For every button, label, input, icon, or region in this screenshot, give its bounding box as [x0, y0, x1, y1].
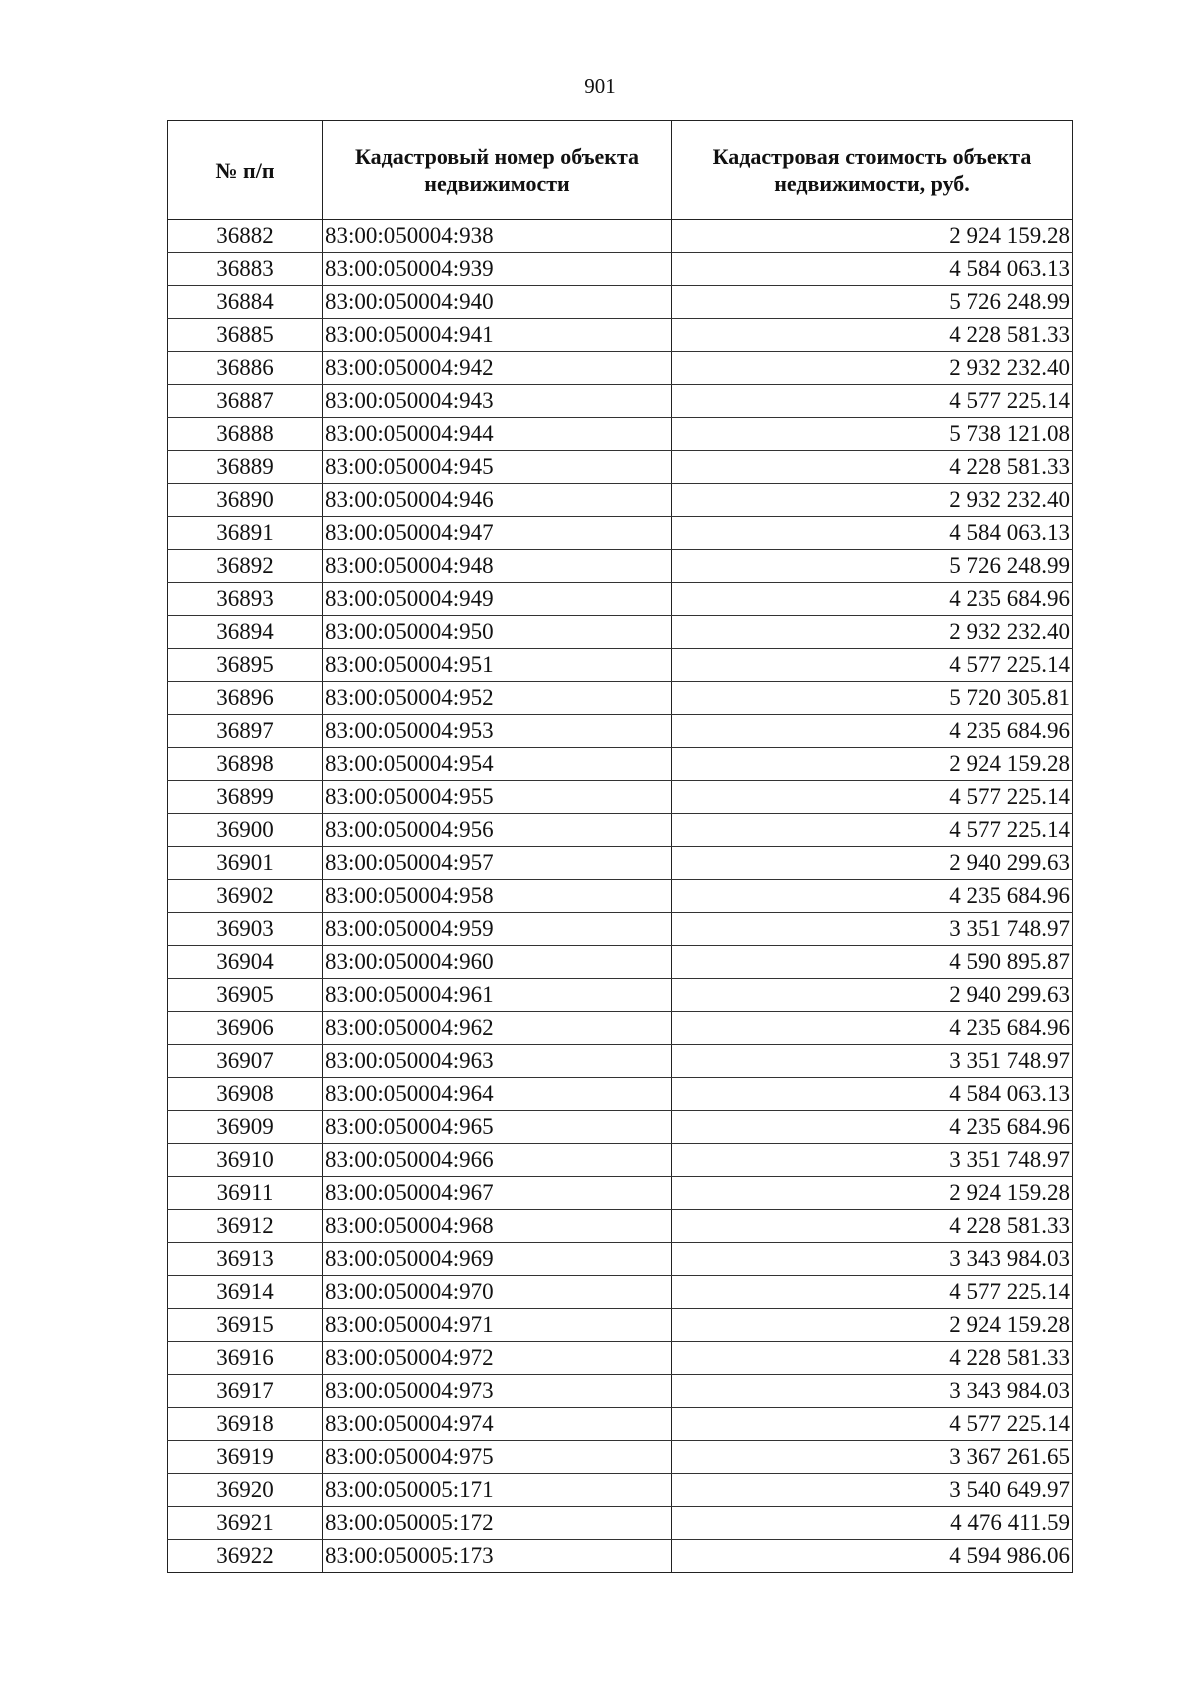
row-number: 36890 — [168, 484, 323, 517]
row-number: 36909 — [168, 1111, 323, 1144]
cadastral-number: 83:00:050005:171 — [323, 1474, 672, 1507]
header-row — [168, 121, 1073, 220]
cadastral-number: 83:00:050005:173 — [323, 1540, 672, 1573]
row-number: 36882 — [168, 220, 323, 253]
cadastral-cost: 4 235 684.96 — [672, 583, 1073, 616]
cadastral-cost: 2 932 232.40 — [672, 484, 1073, 517]
cadastral-cost: 2 932 232.40 — [672, 352, 1073, 385]
row-number: 36895 — [168, 649, 323, 682]
table-row — [168, 913, 1073, 946]
row-number: 36921 — [168, 1507, 323, 1540]
row-number: 36919 — [168, 1441, 323, 1474]
table-row — [168, 1210, 1073, 1243]
cadastral-number: 83:00:050004:948 — [323, 550, 672, 583]
row-number: 36884 — [168, 286, 323, 319]
row-number: 36905 — [168, 979, 323, 1012]
cadastral-cost: 3 540 649.97 — [672, 1474, 1073, 1507]
cadastral-number: 83:00:050004:949 — [323, 583, 672, 616]
cadastral-cost: 2 940 299.63 — [672, 847, 1073, 880]
cadastral-number: 83:00:050004:969 — [323, 1243, 672, 1276]
cadastral-number: 83:00:050004:975 — [323, 1441, 672, 1474]
cadastral-cost: 4 228 581.33 — [672, 1210, 1073, 1243]
row-number: 36885 — [168, 319, 323, 352]
cadastral-number: 83:00:050004:946 — [323, 484, 672, 517]
table-row — [168, 715, 1073, 748]
row-number: 36889 — [168, 451, 323, 484]
cadastral-number: 83:00:050004:954 — [323, 748, 672, 781]
cadastral-cost: 4 235 684.96 — [672, 1111, 1073, 1144]
cadastral-cost: 2 932 232.40 — [672, 616, 1073, 649]
table-row — [168, 583, 1073, 616]
table-row — [168, 451, 1073, 484]
cadastral-cost: 2 940 299.63 — [672, 979, 1073, 1012]
cadastral-cost: 4 594 986.06 — [672, 1540, 1073, 1573]
table-row — [168, 880, 1073, 913]
cadastral-number: 83:00:050004:950 — [323, 616, 672, 649]
row-number: 36917 — [168, 1375, 323, 1408]
table-row — [168, 385, 1073, 418]
cadastral-number: 83:00:050004:939 — [323, 253, 672, 286]
cadastral-cost: 4 577 225.14 — [672, 1276, 1073, 1309]
row-number: 36902 — [168, 880, 323, 913]
header-number: № п/п — [168, 121, 323, 220]
cadastral-cost: 4 228 581.33 — [672, 1342, 1073, 1375]
row-number: 36899 — [168, 781, 323, 814]
row-number: 36922 — [168, 1540, 323, 1573]
row-number: 36916 — [168, 1342, 323, 1375]
cadastral-cost: 4 584 063.13 — [672, 253, 1073, 286]
table-row — [168, 1177, 1073, 1210]
table-row — [168, 946, 1073, 979]
table-row — [168, 352, 1073, 385]
table-row — [168, 649, 1073, 682]
row-number: 36891 — [168, 517, 323, 550]
cadastral-cost: 4 584 063.13 — [672, 517, 1073, 550]
cadastral-number: 83:00:050004:940 — [323, 286, 672, 319]
cadastral-cost: 5 726 248.99 — [672, 550, 1073, 583]
cadastral-cost: 4 577 225.14 — [672, 385, 1073, 418]
cadastral-number: 83:00:050004:962 — [323, 1012, 672, 1045]
row-number: 36911 — [168, 1177, 323, 1210]
table-row — [168, 1309, 1073, 1342]
row-number: 36904 — [168, 946, 323, 979]
cadastral-number: 83:00:050004:951 — [323, 649, 672, 682]
cadastral-cost: 4 228 581.33 — [672, 319, 1073, 352]
row-number: 36918 — [168, 1408, 323, 1441]
cadastral-number: 83:00:050004:945 — [323, 451, 672, 484]
cadastral-number: 83:00:050004:938 — [323, 220, 672, 253]
cadastral-cost: 4 577 225.14 — [672, 814, 1073, 847]
cadastral-cost: 3 367 261.65 — [672, 1441, 1073, 1474]
row-number: 36913 — [168, 1243, 323, 1276]
header-cadastral-number: Кадастровый номер объекта недвижимости — [323, 121, 672, 220]
table-row — [168, 748, 1073, 781]
cadastral-number: 83:00:050004:943 — [323, 385, 672, 418]
row-number: 36915 — [168, 1309, 323, 1342]
cadastral-cost: 4 577 225.14 — [672, 1408, 1073, 1441]
table-row — [168, 319, 1073, 352]
row-number: 36886 — [168, 352, 323, 385]
cadastral-number: 83:00:050004:952 — [323, 682, 672, 715]
cadastral-number: 83:00:050004:971 — [323, 1309, 672, 1342]
cadastral-number: 83:00:050004:957 — [323, 847, 672, 880]
cadastral-number: 83:00:050004:972 — [323, 1342, 672, 1375]
cadastral-number: 83:00:050004:942 — [323, 352, 672, 385]
cadastral-number: 83:00:050005:172 — [323, 1507, 672, 1540]
table-row — [168, 1243, 1073, 1276]
table-row — [168, 1012, 1073, 1045]
cadastral-number: 83:00:050004:966 — [323, 1144, 672, 1177]
table-row — [168, 1078, 1073, 1111]
row-number: 36897 — [168, 715, 323, 748]
cadastral-cost: 3 343 984.03 — [672, 1375, 1073, 1408]
row-number: 36908 — [168, 1078, 323, 1111]
cadastral-number: 83:00:050004:961 — [323, 979, 672, 1012]
page-number: 901 — [584, 74, 616, 98]
table-row — [168, 979, 1073, 1012]
table-row — [168, 286, 1073, 319]
row-number: 36894 — [168, 616, 323, 649]
table-row — [168, 1540, 1073, 1573]
cadastral-number: 83:00:050004:956 — [323, 814, 672, 847]
table-row — [168, 1111, 1073, 1144]
cadastral-cost: 2 924 159.28 — [672, 1309, 1073, 1342]
table-row — [168, 1507, 1073, 1540]
table-row — [168, 682, 1073, 715]
table-row — [168, 814, 1073, 847]
table-row — [168, 1375, 1073, 1408]
row-number: 36898 — [168, 748, 323, 781]
row-number: 36893 — [168, 583, 323, 616]
cadastral-number: 83:00:050004:947 — [323, 517, 672, 550]
table-row — [168, 220, 1073, 253]
cadastral-number: 83:00:050004:968 — [323, 1210, 672, 1243]
table-body — [168, 220, 1073, 1573]
table-row — [168, 847, 1073, 880]
cadastral-cost: 4 235 684.96 — [672, 715, 1073, 748]
row-number: 36883 — [168, 253, 323, 286]
table-row — [168, 1144, 1073, 1177]
cadastral-cost: 5 720 305.81 — [672, 682, 1073, 715]
table-row — [168, 418, 1073, 451]
row-number: 36903 — [168, 913, 323, 946]
cadastral-number: 83:00:050004:964 — [323, 1078, 672, 1111]
table-row — [168, 484, 1073, 517]
cadastral-cost: 4 235 684.96 — [672, 880, 1073, 913]
cadastral-number: 83:00:050004:944 — [323, 418, 672, 451]
row-number: 36907 — [168, 1045, 323, 1078]
table-row — [168, 1045, 1073, 1078]
header-cadastral-cost: Кадастровая стоимость объекта недвижимости, руб. — [672, 121, 1073, 220]
table-row — [168, 1342, 1073, 1375]
cadastral-cost: 3 351 748.97 — [672, 1045, 1073, 1078]
row-number: 36920 — [168, 1474, 323, 1507]
cadastral-cost: 2 924 159.28 — [672, 220, 1073, 253]
cadastral-cost: 4 476 411.59 — [672, 1507, 1073, 1540]
cadastral-cost: 4 590 895.87 — [672, 946, 1073, 979]
cadastral-cost: 5 726 248.99 — [672, 286, 1073, 319]
table-row — [168, 616, 1073, 649]
cadastral-number: 83:00:050004:974 — [323, 1408, 672, 1441]
row-number: 36914 — [168, 1276, 323, 1309]
row-number: 36888 — [168, 418, 323, 451]
cadastral-cost-table — [167, 120, 1073, 1573]
cadastral-cost: 2 924 159.28 — [672, 1177, 1073, 1210]
cadastral-cost: 4 228 581.33 — [672, 451, 1073, 484]
cadastral-number: 83:00:050004:965 — [323, 1111, 672, 1144]
cadastral-cost: 3 351 748.97 — [672, 1144, 1073, 1177]
cadastral-number: 83:00:050004:967 — [323, 1177, 672, 1210]
table-row — [168, 1408, 1073, 1441]
cadastral-number: 83:00:050004:958 — [323, 880, 672, 913]
cadastral-cost: 3 351 748.97 — [672, 913, 1073, 946]
table-row — [168, 1441, 1073, 1474]
row-number: 36896 — [168, 682, 323, 715]
row-number: 36887 — [168, 385, 323, 418]
table-row — [168, 1474, 1073, 1507]
cadastral-cost: 2 924 159.28 — [672, 748, 1073, 781]
cadastral-cost: 4 577 225.14 — [672, 781, 1073, 814]
table-row — [168, 517, 1073, 550]
cadastral-number: 83:00:050004:941 — [323, 319, 672, 352]
cadastral-number: 83:00:050004:959 — [323, 913, 672, 946]
cadastral-cost: 4 584 063.13 — [672, 1078, 1073, 1111]
table-row — [168, 550, 1073, 583]
cadastral-number: 83:00:050004:970 — [323, 1276, 672, 1309]
row-number: 36906 — [168, 1012, 323, 1045]
cadastral-cost: 4 235 684.96 — [672, 1012, 1073, 1045]
table-row — [168, 1276, 1073, 1309]
cadastral-number: 83:00:050004:960 — [323, 946, 672, 979]
cadastral-cost: 3 343 984.03 — [672, 1243, 1073, 1276]
row-number: 36912 — [168, 1210, 323, 1243]
cadastral-number: 83:00:050004:973 — [323, 1375, 672, 1408]
cadastral-number: 83:00:050004:963 — [323, 1045, 672, 1078]
cadastral-cost: 4 577 225.14 — [672, 649, 1073, 682]
table-row — [168, 253, 1073, 286]
table-row — [168, 781, 1073, 814]
row-number: 36910 — [168, 1144, 323, 1177]
row-number: 36900 — [168, 814, 323, 847]
cadastral-number: 83:00:050004:955 — [323, 781, 672, 814]
row-number: 36901 — [168, 847, 323, 880]
row-number: 36892 — [168, 550, 323, 583]
table-header — [168, 121, 1073, 220]
cadastral-number: 83:00:050004:953 — [323, 715, 672, 748]
cadastral-cost: 5 738 121.08 — [672, 418, 1073, 451]
